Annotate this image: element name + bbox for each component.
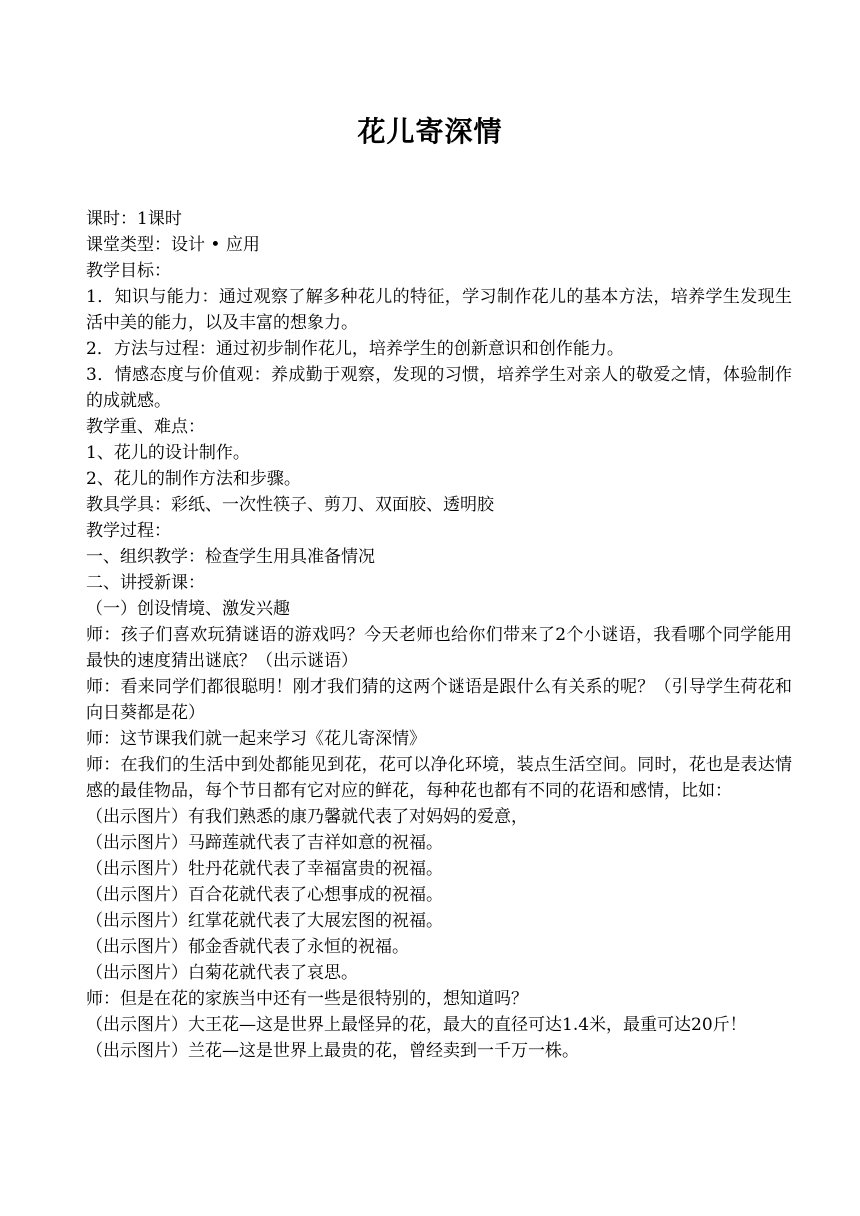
paragraph-key-point-1: 1、花儿的设计制作。 xyxy=(86,443,250,463)
paragraph-tulip: （出示图片）郁金香就代表了永恒的祝福。 xyxy=(86,937,409,957)
paragraph-calla-lily: （出示图片）马蹄莲就代表了吉祥如意的祝福。 xyxy=(86,833,443,853)
paragraph-teacher-flowers: 师：在我们的生活中到处都能见到花，花可以净化环境，装点生活空间。同时，花也是表达情感的最佳物品，每个节日都有它对应的鲜花，每种花也都有不同的花语和感情，比如： xyxy=(86,755,792,801)
paragraph-goal-1: 1．知识与能力：通过观察了解多种花儿的特征，学习制作花儿的基本方法，培养学生发现生活中美的能力，以及丰富的想象力。 xyxy=(86,287,792,333)
paragraph-goal-3: 3．情感态度与价值观：养成勤于观察，发现的习惯，培养学生对亲人的敬爱之情，体验制作的成就感。 xyxy=(86,365,792,411)
document-body xyxy=(86,206,792,1064)
paragraph-process-1: 一、组织教学：检查学生用具准备情况 xyxy=(86,547,375,567)
paragraph-rafflesia: （出示图片）大王花—这是世界上最怪异的花，最大的直径可达1.4米，最重可达20斤！ xyxy=(86,1015,747,1035)
paragraph-materials: 教具学具：彩纸、一次性筷子、剪刀、双面胶、透明胶 xyxy=(86,495,494,515)
paragraph-chrysanthemum: （出示图片）白菊花就代表了哀思。 xyxy=(86,963,358,983)
paragraph-carnation: （出示图片）有我们熟悉的康乃馨就代表了对妈妈的爱意， xyxy=(86,807,528,827)
heading-teaching-process: 教学过程： xyxy=(86,521,171,541)
document-title: 花儿寄深情 xyxy=(357,115,503,148)
paragraph-process-2: 二、讲授新课： xyxy=(86,573,205,593)
paragraph-teacher-smart: 师：看来同学们都很聪明！刚才我们猜的这两个谜语是跟什么有关系的呢？（引导学生荷花和向日葵都是花） xyxy=(86,677,792,723)
paragraph-orchid: （出示图片）兰花—这是世界上最贵的花，曾经卖到一千万一株。 xyxy=(86,1041,579,1061)
paragraph-subsection-1: （一）创设情境、激发兴趣 xyxy=(86,599,290,619)
paragraph-class-hours: 课时：1课时 xyxy=(86,209,182,229)
paragraph-lily: （出示图片）百合花就代表了心想事成的祝福。 xyxy=(86,885,443,905)
paragraph-key-point-2: 2、花儿的制作方法和步骤。 xyxy=(86,469,301,489)
paragraph-class-type: 课堂类型：设计 • 应用 xyxy=(86,235,260,255)
paragraph-goal-2: 2．方法与过程：通过初步制作花儿，培养学生的创新意识和创作能力。 xyxy=(86,339,624,359)
paragraph-peony: （出示图片）牡丹花就代表了幸福富贵的祝福。 xyxy=(86,859,443,879)
paragraph-teacher-special: 师：但是在花的家族当中还有一些是很特别的，想知道吗？ xyxy=(86,989,528,1009)
heading-key-points: 教学重、难点： xyxy=(86,417,205,437)
paragraph-teacher-lesson: 师：这节课我们就一起来学习《花儿寄深情》 xyxy=(86,729,426,749)
paragraph-teacher-riddle: 师：孩子们喜欢玩猜谜语的游戏吗？今天老师也给你们带来了2个小谜语，我看哪个同学能用最快的速度猜出谜底？（出示谜语） xyxy=(86,625,792,671)
paragraph-anthurium: （出示图片）红掌花就代表了大展宏图的祝福。 xyxy=(86,911,443,931)
heading-teaching-goals: 教学目标： xyxy=(86,261,171,281)
